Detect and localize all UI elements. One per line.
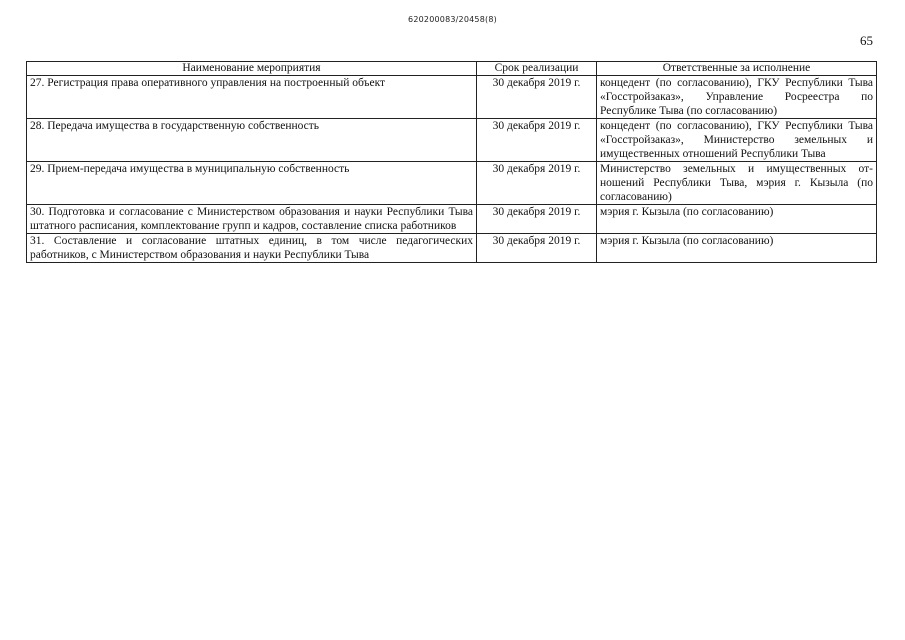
event-term-cell: 30 декабря 2019 г. <box>477 162 597 205</box>
table-header <box>27 62 877 76</box>
table-header-row <box>27 62 877 76</box>
events-table <box>26 61 877 263</box>
event-name-cell: 28. Передача имущества в государственную собственность <box>27 119 477 162</box>
column-header-term: Срок реализации <box>477 62 597 76</box>
event-responsible-cell: концедент (по согласованию), ГКУ Республики Тыва «Госстройзаказ», Министерство земельных и имущественных отношений Республики Тыва <box>597 119 877 162</box>
event-responsible-cell: мэрия г. Кызыла (по согласованию) <box>597 205 877 234</box>
event-name-cell: 29. Прием-передача имущества в муниципальную собственность <box>27 162 477 205</box>
event-responsible-cell: мэрия г. Кызыла (по согласованию) <box>597 234 877 263</box>
event-term-cell: 30 декабря 2019 г. <box>477 205 597 234</box>
table-row <box>27 234 877 263</box>
column-header-name: Наименование мероприятия <box>27 62 477 76</box>
table-row <box>27 205 877 234</box>
event-term-cell: 30 декабря 2019 г. <box>477 234 597 263</box>
table-row <box>27 119 877 162</box>
event-responsible-cell: концедент (по согласованию), ГКУ Республики Тыва «Госстройзаказ», Управление Росреестра по Республике Тыва (по согласованию) <box>597 76 877 119</box>
table-row <box>27 76 877 119</box>
column-header-responsible: Ответственные за исполнение <box>597 62 877 76</box>
event-term-cell: 30 декабря 2019 г. <box>477 119 597 162</box>
event-term-cell: 30 декабря 2019 г. <box>477 76 597 119</box>
document-id: 620200083/20458(8) <box>408 15 497 24</box>
event-name-cell: 30. Подготовка и согласование с Министерством образования и науки Республики Тыва штатного расписания, комплектование групп и кадров, составление списка работников <box>27 205 477 234</box>
event-name-cell: 31. Составление и согласование штатных единиц, в том числе педагогических работников, с Министерством образования и науки Республики Тыва <box>27 234 477 263</box>
page-number: 65 <box>860 33 873 48</box>
event-name-cell: 27. Регистрация права оперативного управления на построенный объект <box>27 76 477 119</box>
event-responsible-cell: Министерство земельных и имущественных отношений Республики Тыва, мэрия г. Кызыла (по согласованию) <box>597 162 877 205</box>
table-row <box>27 162 877 205</box>
table-body <box>27 76 877 263</box>
